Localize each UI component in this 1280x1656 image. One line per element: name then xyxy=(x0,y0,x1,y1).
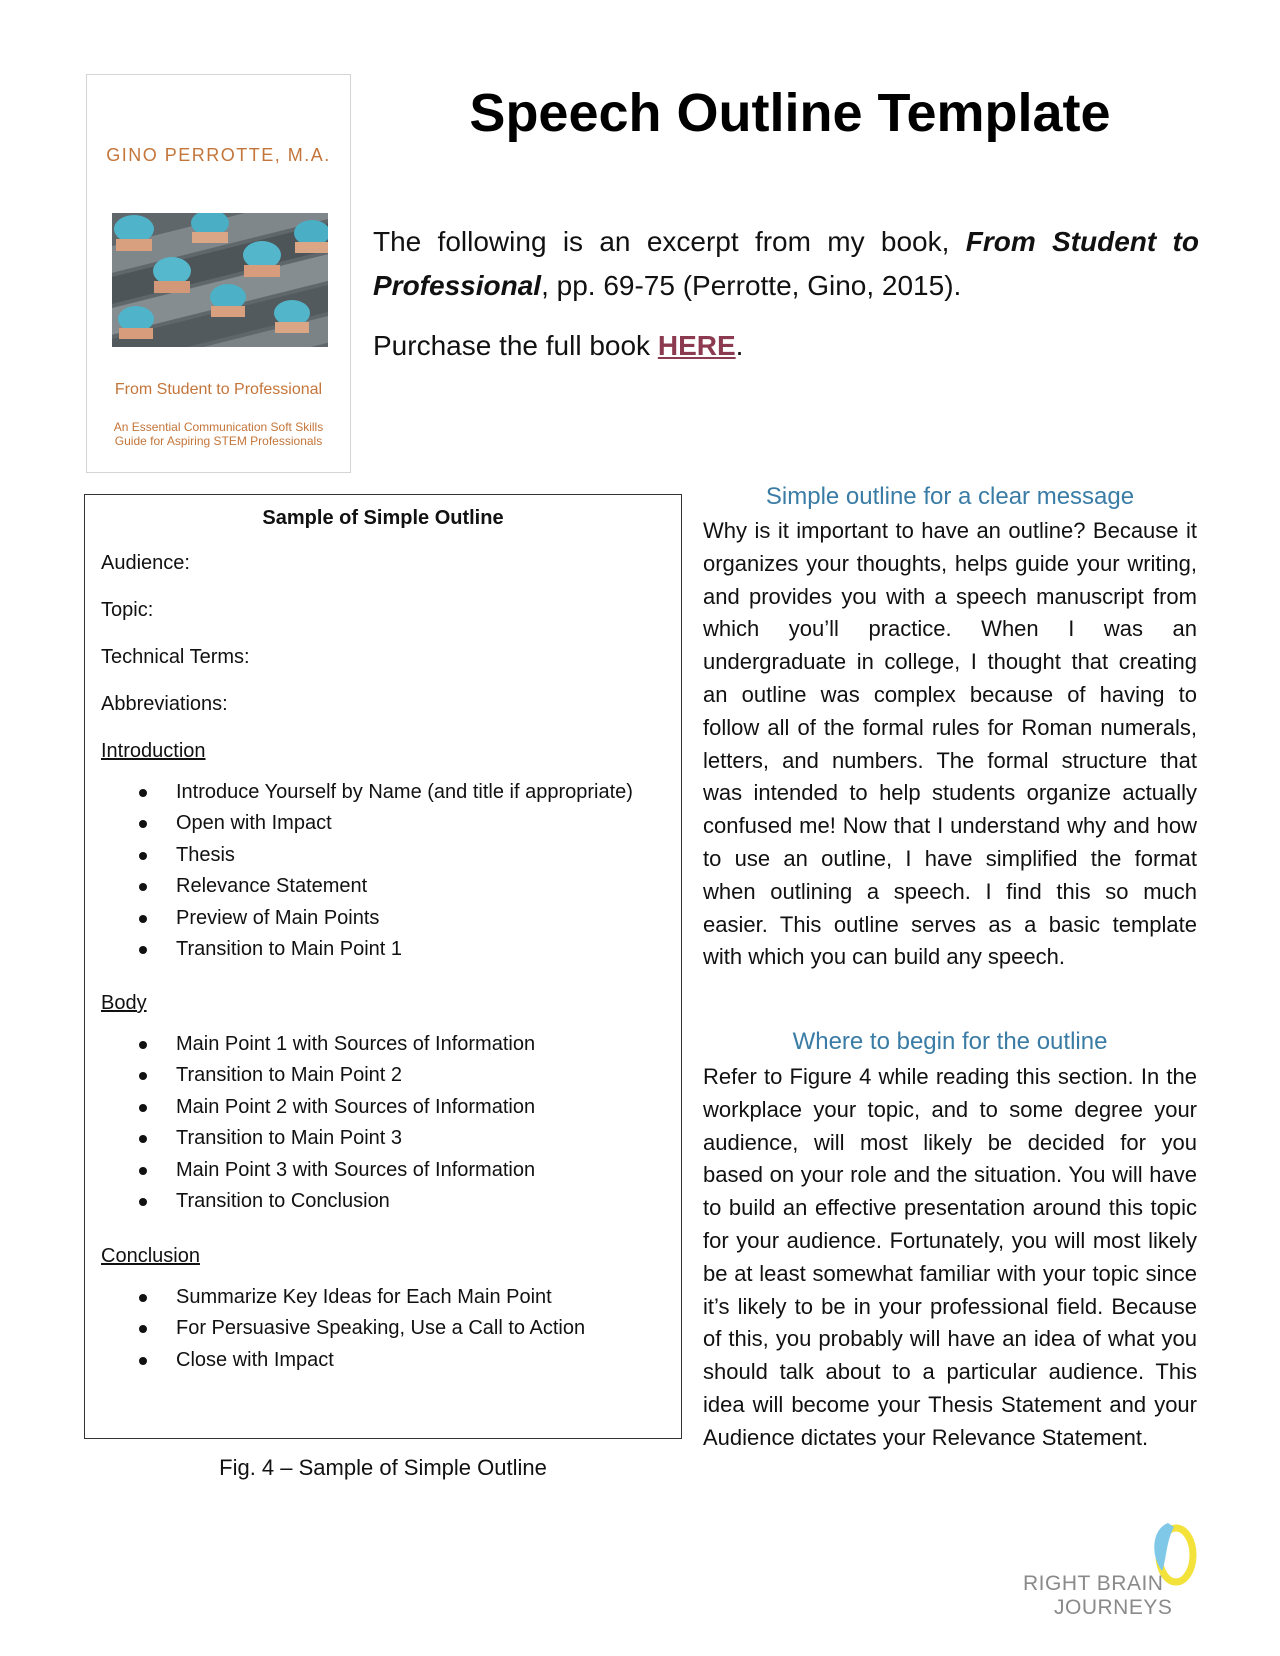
list-item xyxy=(85,1313,681,1344)
field-topic: Topic: xyxy=(101,599,154,621)
logo-line-2: JOURNEYS xyxy=(1054,1596,1173,1619)
bullet xyxy=(139,1104,147,1112)
book-cover[interactable] xyxy=(86,74,351,473)
list-item xyxy=(85,1155,681,1186)
bullet xyxy=(139,820,147,828)
list-item-text: Transition to Main Point 3 xyxy=(176,1127,403,1150)
list-item xyxy=(85,777,681,808)
section-heading-where-to-begin: Where to begin for the outline xyxy=(792,1028,1108,1055)
list-item xyxy=(85,1060,681,1091)
bullet xyxy=(139,946,147,954)
intro-block xyxy=(373,220,1199,368)
list-item-text: Main Point 3 with Sources of Information xyxy=(176,1158,536,1181)
intro-text xyxy=(373,220,1199,308)
list-item-text: Transition to Conclusion xyxy=(176,1189,390,1212)
logo-line-1: RIGHT BRAIN xyxy=(1023,1572,1164,1595)
list-item xyxy=(85,871,681,902)
right-brain-journeys-logo xyxy=(1020,1515,1200,1625)
list-item xyxy=(85,1092,681,1123)
list-item-text: Thesis xyxy=(176,843,235,866)
conclusion-list xyxy=(85,1282,681,1376)
purchase-link[interactable]: HERE xyxy=(657,330,736,361)
book-title: From Student to Professional xyxy=(373,226,1199,301)
section-heading-body: Body xyxy=(101,992,147,1014)
section-heading-introduction: Introduction xyxy=(101,740,206,762)
section-heading-simple-outline: Simple outline for a clear message xyxy=(765,483,1135,510)
bullet xyxy=(139,1357,147,1365)
list-item xyxy=(85,808,681,839)
list-item-text: Introduce Yourself by Name (and title if appropriate) xyxy=(176,781,633,803)
list-item-text: Close with Impact xyxy=(176,1348,334,1371)
list-item-text: Preview of Main Points xyxy=(176,906,380,929)
figure-caption: Fig. 4 – Sample of Simple Outline xyxy=(219,1455,547,1480)
bullet xyxy=(139,1294,147,1302)
list-item xyxy=(85,1186,681,1217)
list-item xyxy=(85,1282,681,1313)
pencils-image xyxy=(112,213,328,347)
cover-author: GINO PERROTTE, M.A. xyxy=(106,145,331,165)
bullet xyxy=(139,1167,147,1175)
body-list xyxy=(85,1029,681,1217)
list-item-text: Transition to Main Point 1 xyxy=(176,937,403,960)
list-item-text: Main Point 2 with Sources of Information xyxy=(176,1095,536,1118)
section-heading-conclusion: Conclusion xyxy=(101,1245,200,1267)
bullet xyxy=(139,1198,147,1206)
list-item xyxy=(85,1345,681,1376)
purchase-suffix: . xyxy=(735,330,744,361)
list-item-text: Main Point 1 with Sources of Information xyxy=(176,1033,536,1055)
field-technical-terms: Technical Terms: xyxy=(101,646,250,668)
purchase-line xyxy=(373,324,1199,368)
paragraph-where-to-begin: Refer to Figure 4 while reading this section. In the workplace your topic, and to some degree your audience, will most likely be decided for you based on your role and the situation. You will have to build an effective presentation around this topic for your audience. Fortunately, you will most likely be at least somewhat familiar with your topic since it’s likely to be in your professional field. Because of this, you probably will have an idea of what you should talk about to a particular audience. This idea will become your Thesis Statement and your Audience dictates your Relevance Statement. xyxy=(703,1064,1197,1450)
bullet xyxy=(139,915,147,923)
outline-title: Sample of Simple Outline xyxy=(262,507,504,529)
purchase-prefix: Purchase the full book xyxy=(373,330,658,361)
bullet xyxy=(139,852,147,860)
cover-subtitle xyxy=(95,420,342,448)
bullet xyxy=(139,1041,147,1049)
intro-prefix: The following is an excerpt from my book, xyxy=(373,226,966,257)
cover-subtitle-line-1: An Essential Communication Soft Skills xyxy=(113,420,324,434)
list-item-text: Relevance Statement xyxy=(176,875,368,898)
bullet xyxy=(139,883,147,891)
bullet xyxy=(139,1325,147,1333)
bullet xyxy=(139,1135,147,1143)
field-abbreviations: Abbreviations: xyxy=(101,693,228,715)
list-item xyxy=(85,840,681,871)
cover-subtitle-line-2: Guide for Aspiring STEM Professionals xyxy=(114,434,323,448)
bullet xyxy=(139,1072,147,1080)
intro-suffix: , pp. 69-75 (Perrotte, Gino, 2015). xyxy=(541,270,962,301)
list-item-text: Summarize Key Ideas for Each Main Point xyxy=(176,1286,552,1308)
list-item xyxy=(85,903,681,934)
list-item-text: Transition to Main Point 2 xyxy=(176,1064,403,1087)
field-audience: Audience: xyxy=(101,552,190,574)
bullet xyxy=(139,789,147,797)
list-item xyxy=(85,934,681,965)
outline-box xyxy=(84,494,682,1439)
list-item-text: Open with Impact xyxy=(176,812,332,835)
page-title: Speech Outline Template xyxy=(469,83,1111,143)
list-item xyxy=(85,1123,681,1154)
cover-title: From Student to Professional xyxy=(114,381,323,398)
list-item-text: For Persuasive Speaking, Use a Call to Action xyxy=(176,1317,586,1340)
list-item xyxy=(85,1029,681,1060)
introduction-list xyxy=(85,777,681,965)
paragraph-why-outline: Why is it important to have an outline? Because it organizes your thoughts, helps guide your writing, and provides you with a speech manuscript from which you’ll practice. When I was an undergraduate in college, I thought that creating an outline was complex because of having to follow all of the formal rules for Roman numerals, letters, and numbers. The formal structure that was intended to help students organize actually confused me! Now that I understand why and how to use an outline, I have simplified the format when outlining a speech. I find this so much easier. This outline serves as a basic template with which you can build any speech. xyxy=(703,518,1197,970)
pencils-photo xyxy=(112,213,328,347)
